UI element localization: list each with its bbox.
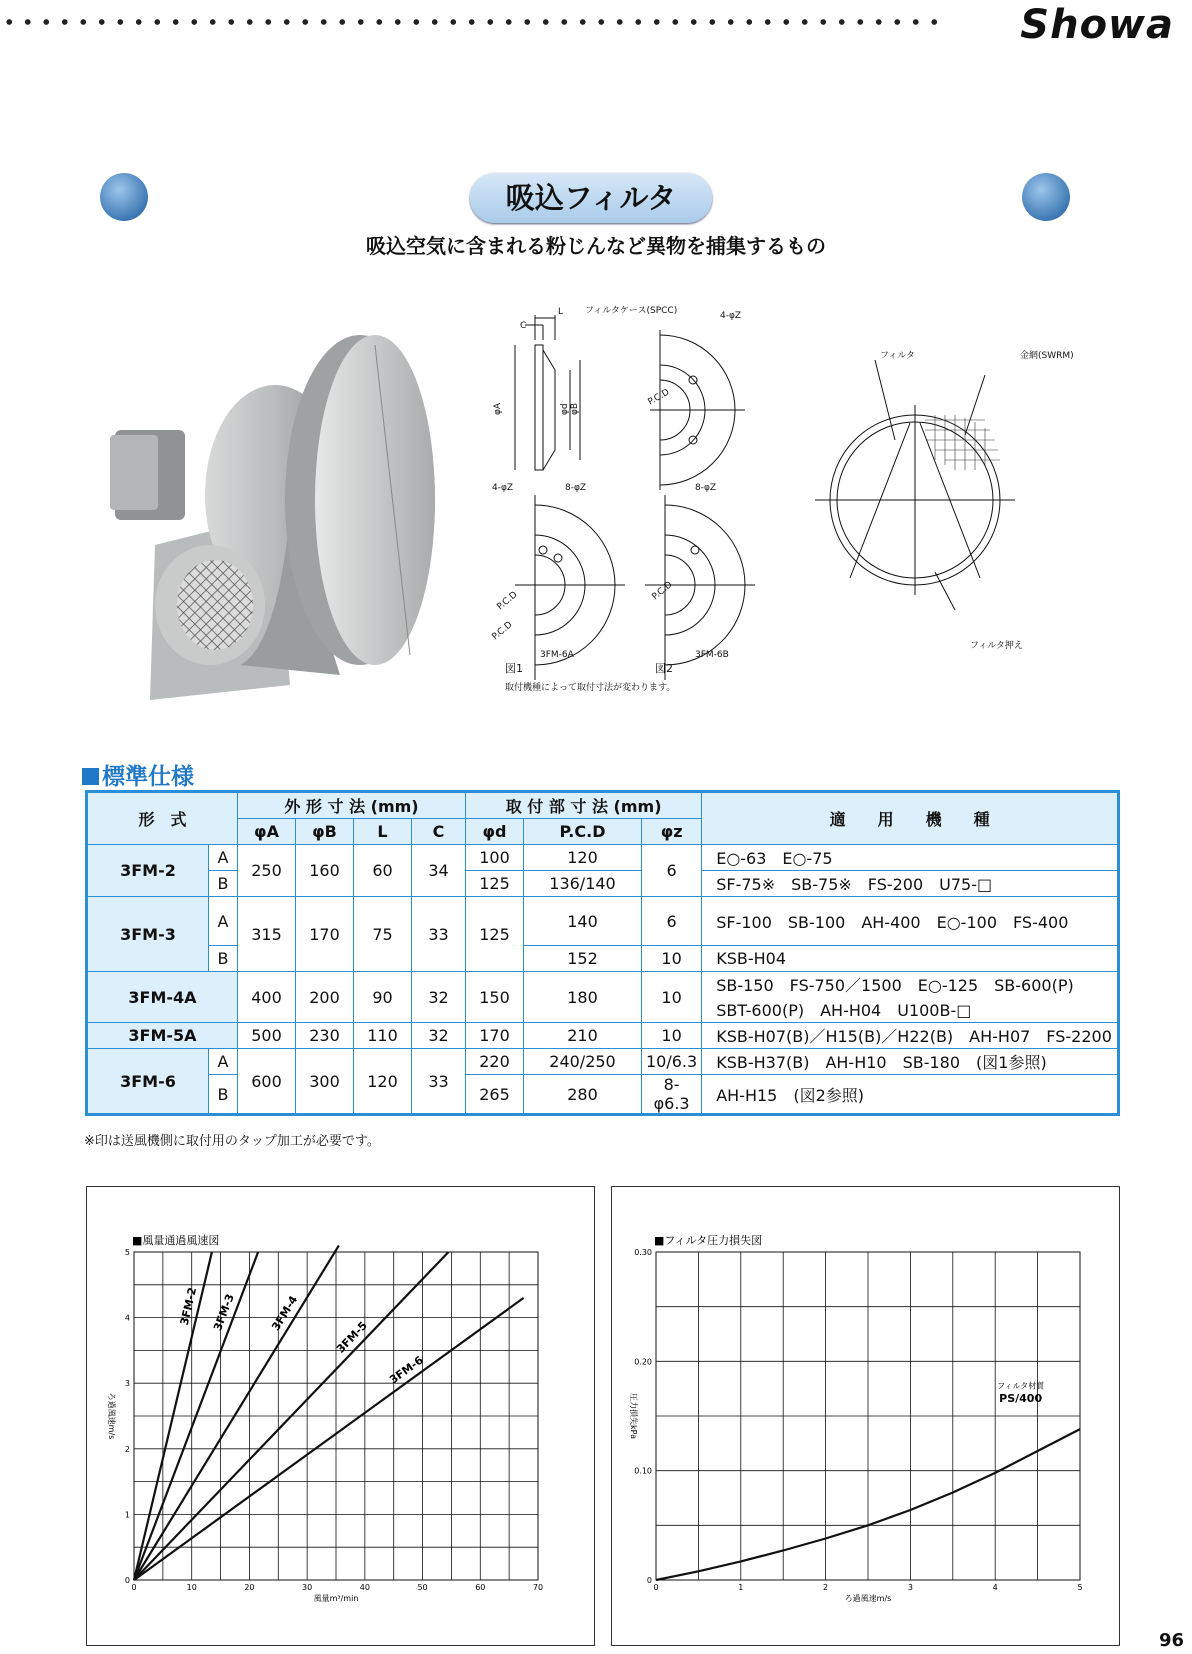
decorative-ball-right (1022, 173, 1070, 221)
header-mount: 取 付 部 寸 法 (mm) (466, 792, 702, 819)
table-row: 3FM-2 A 250 160 60 34 100 120 6 E○-63 E○-75 (87, 845, 1119, 871)
header-phiA: φA (238, 819, 296, 845)
header-phid: φd (466, 819, 524, 845)
page-subtitle: 吸込空気に含まれる粉じんなど異物を捕集するもの (366, 234, 826, 258)
series-label: 3FM-2 (177, 1286, 200, 1327)
x-tick-label: 0 (653, 1583, 659, 1592)
label-fig1-pcd-a: P.C.D (495, 589, 520, 613)
header-applicable: 適 用 機 種 (702, 792, 1119, 845)
annotation-label: PS/400 (999, 1391, 1043, 1405)
label-C: C (520, 321, 527, 331)
label-L: L (558, 307, 564, 317)
series-label: 3FM-5 (333, 1319, 370, 1356)
y-tick-label: 0.10 (634, 1466, 652, 1476)
product-photo (110, 335, 450, 705)
x-tick-label: 3 (907, 1583, 913, 1592)
y-tick-label: 0 (124, 1576, 130, 1585)
page-title: 吸込フィルタ (470, 173, 712, 223)
label-mesh: 金網(SWRM) (1020, 351, 1074, 361)
header-outer: 外 形 寸 法 (mm) (238, 792, 466, 819)
label-fig1-8z: 8-φZ (565, 483, 587, 493)
x-tick-label: 50 (417, 1583, 428, 1592)
table-row: B 152 10 KSB-H04 (87, 946, 1119, 972)
header-L: L (354, 819, 412, 845)
spec-table (85, 790, 1120, 1116)
label-pcd: P.C.D (646, 387, 672, 408)
y-tick-label: 0.30 (634, 1248, 652, 1257)
series-label: 3FM-3 (211, 1292, 237, 1333)
spec-heading: 標準仕様 (82, 758, 194, 791)
label-filter-holder: フィルタ押え (970, 641, 1023, 651)
label-fig1-pcd-b: P.C.D (490, 619, 515, 643)
page-number: 96 (1158, 1630, 1184, 1651)
header-dots (0, 16, 940, 28)
table-row: 3FM-5A 500 230 110 32 170 210 10 KSB-H07(B)／H15(B)／H22(B) AH-H07 FS-2200 (87, 1023, 1119, 1049)
drawing-note: 取付機種によって取付寸法が変わります。 (505, 683, 676, 693)
table-row: B 265 280 8-φ6.3 AH-H15 (図2参照) (87, 1075, 1119, 1115)
x-tick-label: 20 (244, 1583, 255, 1592)
label-phiB: φB (570, 402, 580, 415)
brand-logo: Showa (1020, 2, 1174, 48)
header-phiB: φB (296, 819, 354, 845)
table-row: 3FM-6 A 600 300 120 33 220 240/250 10/6.3 KSB-H37(B) AH-H10 SB-180 (図1参照) (87, 1049, 1119, 1075)
x-tick-label: 30 (302, 1583, 313, 1592)
table-row: B 125 136/140 SF-75※ SB-75※ FS-200 U75-□ (87, 871, 1119, 897)
label-fig1-4z: 4-φZ (492, 483, 514, 493)
series-line-3FM-6 (134, 1298, 524, 1580)
table-row: 3FM-3 A 315 170 75 33 125 140 6 SF-100 SB-100 AH-400 E○-100 FS-400 (87, 897, 1119, 946)
x-tick-label: 0 (131, 1583, 137, 1592)
series-label: 3FM-4 (269, 1293, 301, 1333)
table-row: 3FM-4A 400 200 90 32 150 180 10 SB-150 FS-750／1500 E○-125 SB-600(P) (87, 972, 1119, 998)
y-tick-label: 1 (124, 1510, 130, 1520)
x-tick-label: 5 (1077, 1583, 1083, 1592)
x-tick-label: 40 (359, 1583, 370, 1592)
label-fig1-model: 3FM-6A (540, 650, 574, 660)
label-case: フィルタケース(SPCC) (585, 306, 678, 316)
heading-square-icon (82, 768, 99, 785)
header-phiz: φz (642, 819, 702, 845)
y-tick-label: 4 (124, 1313, 130, 1323)
y-axis-label: 圧力損失kPa (629, 1393, 638, 1439)
spec-note: ※印は送風機側に取付用のタップ加工が必要です。 (84, 1134, 380, 1149)
table-row: SBT-600(P) AH-H04 U100B-□ (87, 997, 1119, 1023)
label-fig1: 図1 (505, 662, 523, 675)
series-label: 3FM-6 (387, 1353, 426, 1387)
header-model: 形 式 (87, 792, 238, 845)
x-tick-label: 4 (992, 1583, 998, 1592)
header-C: C (412, 819, 466, 845)
label-phiA: φA (493, 402, 503, 415)
label-phid: φd (560, 403, 570, 415)
y-tick-label: 5 (124, 1248, 130, 1257)
y-tick-label: 0.20 (634, 1357, 652, 1367)
x-axis-label: 風量m³/min (313, 1594, 359, 1603)
chart-title: ■風量通過風速図 (132, 1234, 220, 1247)
technical-drawings (490, 306, 1095, 730)
decorative-ball-left (100, 173, 148, 221)
y-tick-label: 0 (646, 1576, 652, 1585)
y-axis-label: ろ過風速m/s (107, 1392, 116, 1440)
x-tick-label: 1 (738, 1583, 744, 1592)
x-tick-label: 70 (532, 1583, 544, 1592)
label-fig2-8z: 8-φZ (695, 483, 717, 493)
x-tick-label: 10 (186, 1583, 197, 1592)
chart-title: ■フィルタ圧力損失図 (654, 1234, 763, 1247)
label-filter: フィルタ (880, 351, 915, 361)
series-line-3FM-4 (134, 1245, 339, 1580)
annotation-small: フィルタ材質 (997, 1381, 1045, 1391)
y-tick-label: 2 (124, 1444, 130, 1454)
x-tick-label: 60 (475, 1583, 486, 1592)
label-fig2: 図2 (655, 662, 673, 675)
airflow-velocity-chart (86, 1186, 593, 1644)
label-fig2-model: 3FM-6B (695, 650, 729, 660)
x-axis-label: ろ過風速m/s (844, 1594, 892, 1603)
y-tick-label: 3 (124, 1379, 130, 1389)
pressure-loss-chart (611, 1186, 1118, 1644)
label-4z: 4-φZ (720, 311, 742, 321)
label-fig2-pcd: P.C.D (650, 579, 675, 603)
x-tick-label: 2 (823, 1583, 829, 1592)
header-pcd: P.C.D (524, 819, 642, 845)
